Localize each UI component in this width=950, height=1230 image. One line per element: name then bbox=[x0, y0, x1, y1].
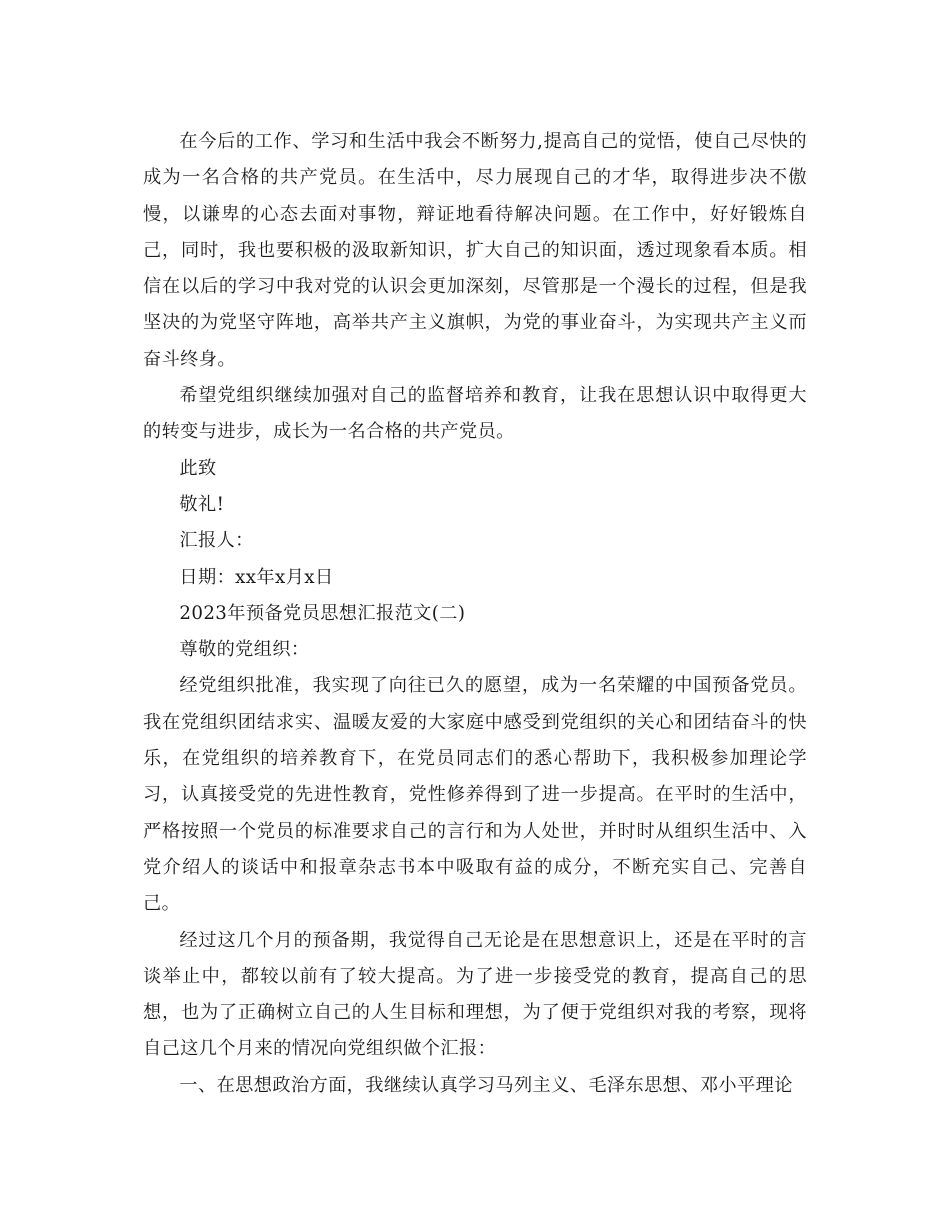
paragraph-effort: 在今后的工作、学习和生活中我会不断努力,提高自己的觉悟，使自己尽快的成为一名合格的共产党员。在生活中，尽力展现自己的才华，取得进步决不傲慢，以谦卑的心态去面对事物，辩证地看待解决问题。在工作中，好好锻炼自己，同时，我也要积极的汲取新知识，扩大自己的知识面，透过现象看本质。相信在以后的学习中我对党的认识会更加深刻，尽管那是一个漫长的过程，但是我坚决的为党坚守阵地，高举共产主义旗帜，为党的事业奋斗，为实现共产主义而奋斗终身。 bbox=[143, 131, 807, 370]
paragraph-approval: 经党组织批准，我实现了向往已久的愿望，成为一名荣耀的中国预备党员。我在党组织团结求实、温暖友爱的大家庭中感受到党组织的关心和团结奋斗的快乐，在党组织的培养教育下，在党员同志们的悉心帮助下，我积极参加理论学习，认真接受党的先进性教育，党性修养得到了进一步提高。在平时的生活中，严格按照一个党员的标准要求自己的言行和为人处世，并时时从组织生活中、入党介绍人的谈话中和报章杂志书本中吸取有益的成分，不断充实自己、完善自己。 bbox=[143, 675, 807, 915]
reporter-label: 汇报人： bbox=[179, 530, 254, 552]
salutation: 尊敬的党组织： bbox=[179, 639, 310, 661]
report-date: 日期：xx年x月x日 bbox=[179, 566, 334, 588]
paragraph-hope: 希望党组织继续加强对自己的监督培养和教育，让我在思想认识中取得更大的转变与进步，成长为一名合格的共产党员。 bbox=[143, 385, 807, 443]
section-title: 2023年预备党员思想汇报范文(二) bbox=[179, 602, 466, 624]
closing-cizhi: 此致 bbox=[179, 457, 217, 479]
paragraph-political: 一、在思想政治方面，我继续认真学习马列主义、毛泽东思想、邓小平理论 bbox=[179, 1074, 793, 1096]
closing-jingli: 敬礼! bbox=[179, 493, 225, 515]
paragraph-probation: 经过这几个月的预备期，我觉得自己无论是在思想意识上，还是在平时的言谈举止中，都较以前有了较大提高。为了进一步接受党的教育，提高自己的思想，也为了正确树立自己的人生目标和理想，为了便于党组织对我的考察，现将自己这几个月来的情况向党组织做个汇报： bbox=[143, 929, 807, 1060]
